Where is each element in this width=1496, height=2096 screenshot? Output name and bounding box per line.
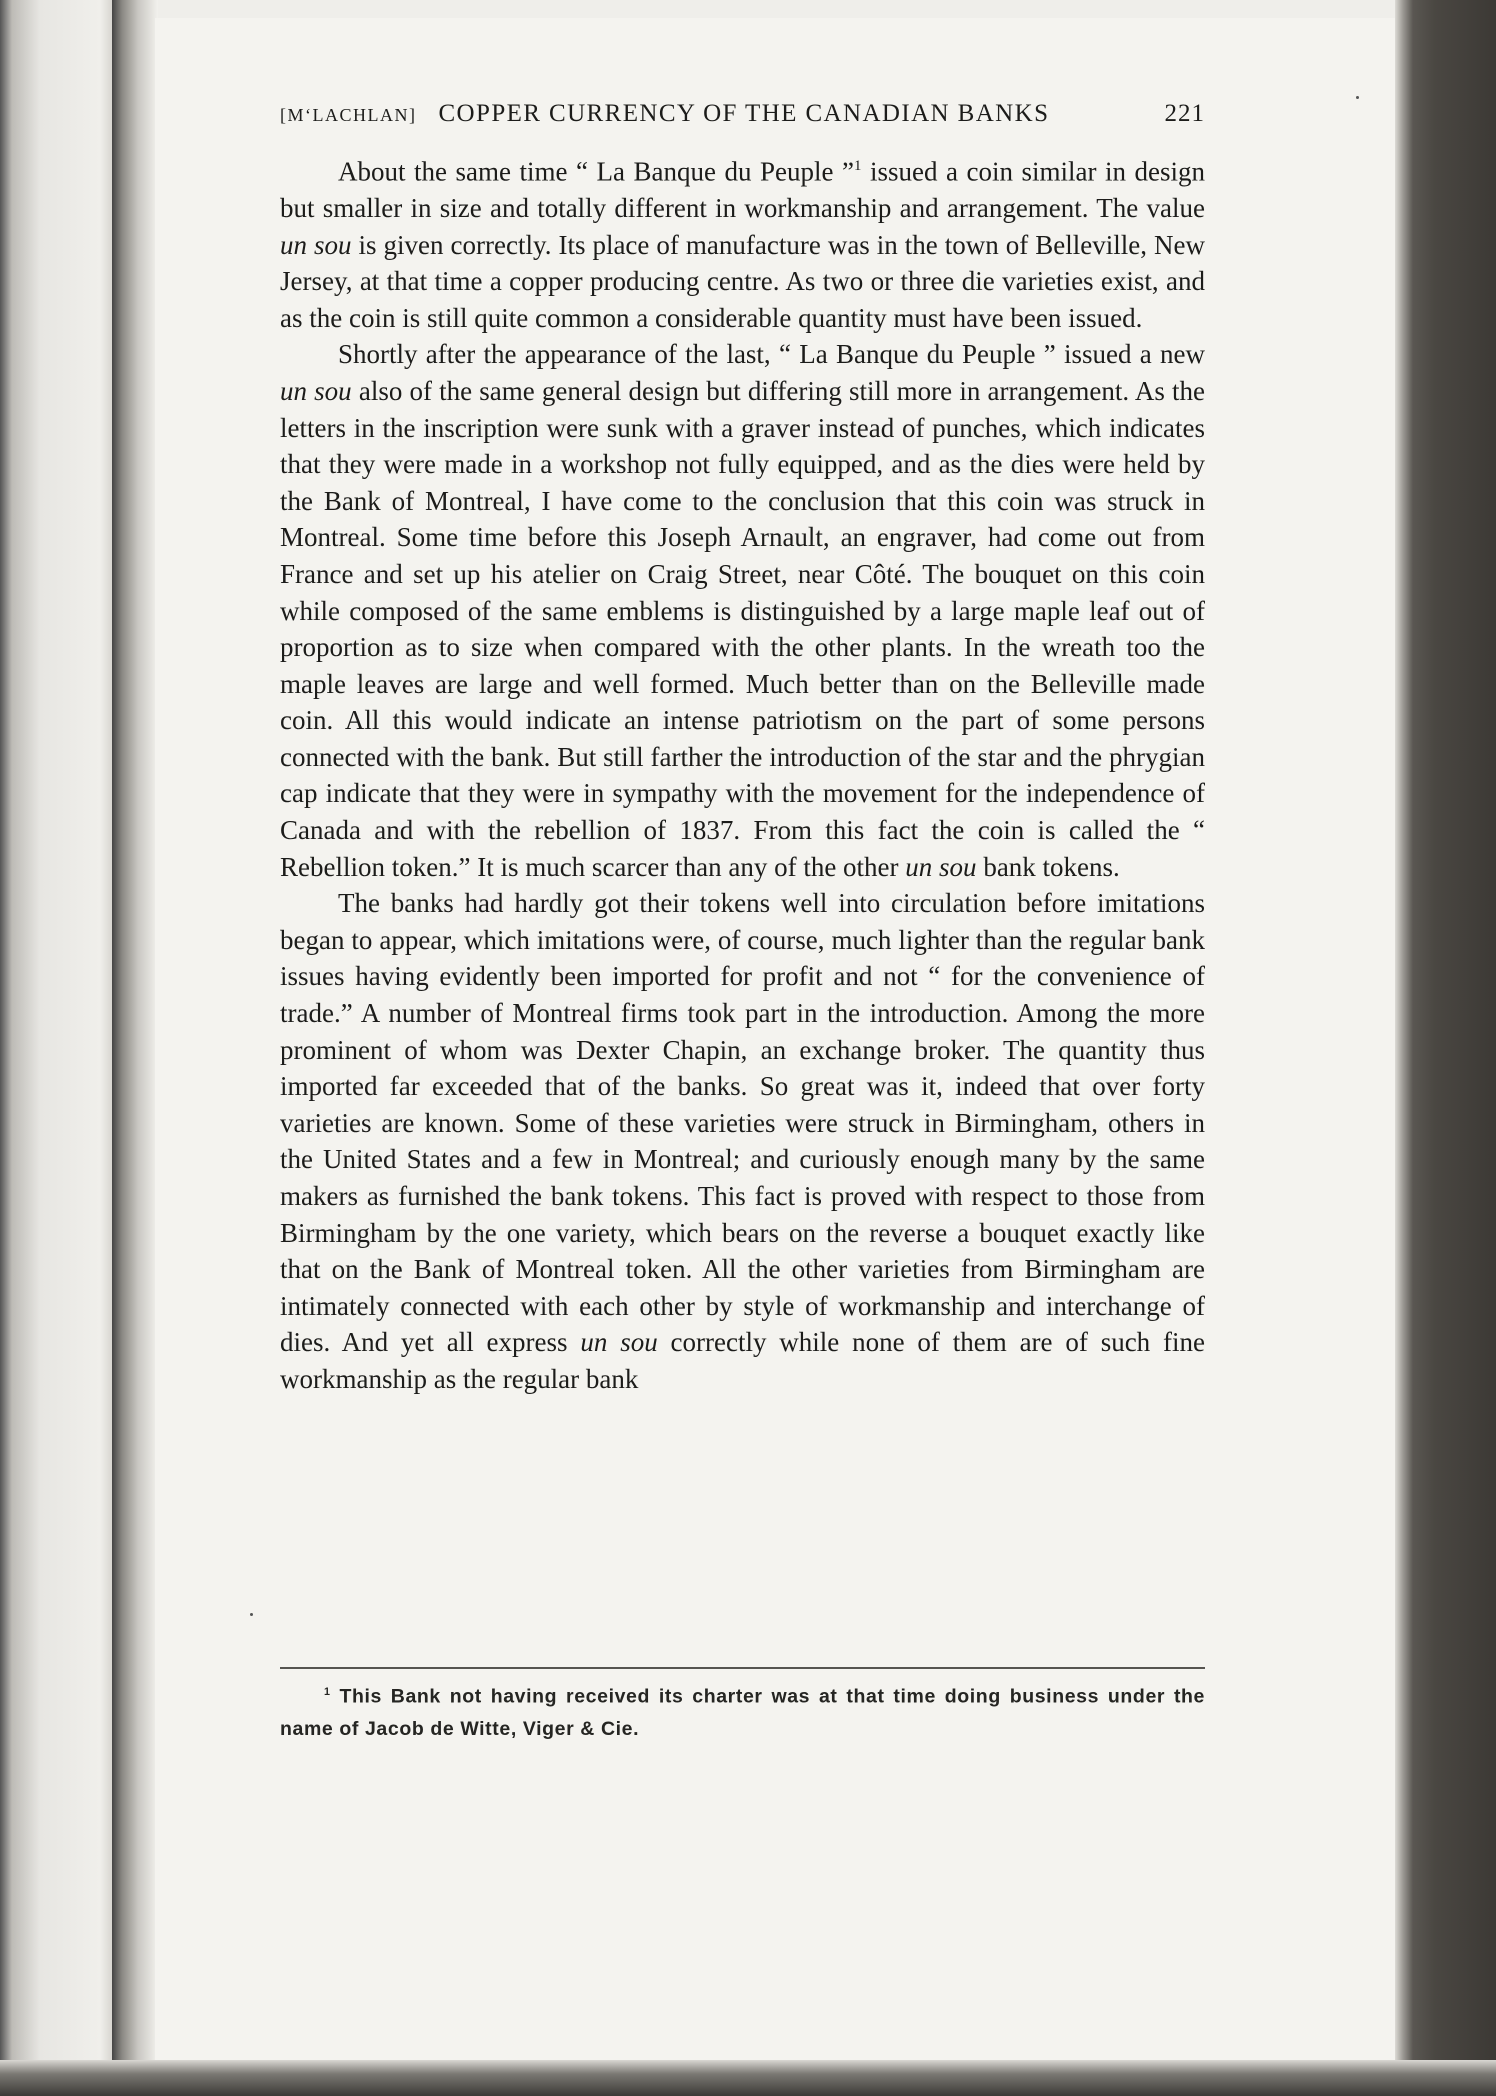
- footnote-marker: 1: [324, 1686, 331, 1698]
- page-fore-edge: [1395, 0, 1496, 2096]
- scan-speck: [1356, 96, 1359, 99]
- body-paragraph: [280, 885, 1205, 1397]
- text-run: issued a coin similar in design but smaller in size and totally different in workmanship and arrangement. The value: [280, 156, 1206, 223]
- text-run: About the same time “ La Banque du Peuple ”: [338, 156, 855, 187]
- footnote-rule: [280, 1667, 1205, 1669]
- italic-phrase: un sou: [280, 375, 352, 406]
- footnote: [280, 1676, 1205, 1745]
- body-text: [280, 148, 1205, 1398]
- italic-phrase: un sou: [905, 851, 977, 882]
- text-run: bank tokens.: [976, 851, 1120, 882]
- running-head: [280, 100, 1205, 136]
- text-run: is given correctly. Its place of manufacture was in the town of Belleville, New Jersey, at that time a copper producing centre. As two or three die varieties exist, and as the coin is still quite common a considerable quantity must have been issued.: [280, 229, 1205, 333]
- facing-page-edge: [0, 0, 112, 2096]
- text-run: The banks had hardly got their tokens well into circulation before imitations began to appear, which imitations were, of course, much lighter than the regular bank issues having evidently been imported for profit and not “ for the convenience of trade.” A number of Montreal firms took part in the introduction. Among the more prominent of whom was Dexter Chapin, an exchange broker. The quantity thus imported far exceeded that of the banks. So great was it, indeed that over forty varieties are known. Some of these varieties were struck in Birmingham, others in the United States and a few in Montreal; and curiously enough many by the same makers as furnished the bank tokens. This fact is proved with respect to those from Birmingham by the one variety, which bears on the reverse a bouquet exactly like that on the Bank of Montreal token. All the other varieties from Birmingham are intimately connected with each other by style of workmanship and interchange of dies. And yet all express: [280, 888, 1205, 1358]
- italic-phrase: un sou: [280, 229, 352, 260]
- bottom-edge: [0, 2060, 1496, 2096]
- running-head-author: [M‘LACHLAN]: [280, 105, 417, 125]
- gutter-shadow: [112, 0, 158, 2096]
- scan-speck: [250, 1613, 253, 1616]
- footnote-reference: 1: [854, 158, 862, 174]
- text-run: Shortly after the appearance of the last, “ La Banque du Peuple ” issued a new: [338, 339, 1205, 370]
- page-number: 221: [1164, 100, 1205, 127]
- body-paragraph: [280, 148, 1205, 336]
- footnote-text: This Bank not having received its charter was at that time doing business under the name of Jacob de Witte, Viger & Cie.: [280, 1685, 1205, 1740]
- text-run: correctly while none of them are of such fine workmanship as the regular bank: [280, 1327, 1205, 1394]
- running-head-title: COPPER CURRENCY OF THE CANADIAN BANKS: [438, 100, 1050, 127]
- italic-phrase: un sou: [580, 1327, 658, 1358]
- page-text-block: [280, 100, 1205, 1398]
- body-paragraph: [280, 336, 1205, 885]
- text-run: also of the same general design but differing still more in arrangement. As the letters in the inscription were sunk with a graver instead of punches, which indicates that they were made in a workshop not fully equipped, and as the dies were held by the Bank of Montreal, I have come to the conclusion that this coin was struck in Montreal. Some time before this Joseph Arnault, an engraver, had come out from France and set up his atelier on Craig Street, near Côté. The bouquet on this coin while composed of the same emblems is distinguished by a large maple leaf out of proportion as to size when compared with the other plants. In the wreath too the maple leaves are large and well formed. Much better than on the Belleville made coin. All this would indicate an intense patriotism on the part of some persons connected with the bank. But still farther the introduction of the star and the phrygian cap indicate that they were in sympathy with the movement for the independence of Canada and with the rebellion of 1837. From this fact the coin is called the “ Rebellion token.” It is much scarcer than any of the other: [280, 375, 1205, 882]
